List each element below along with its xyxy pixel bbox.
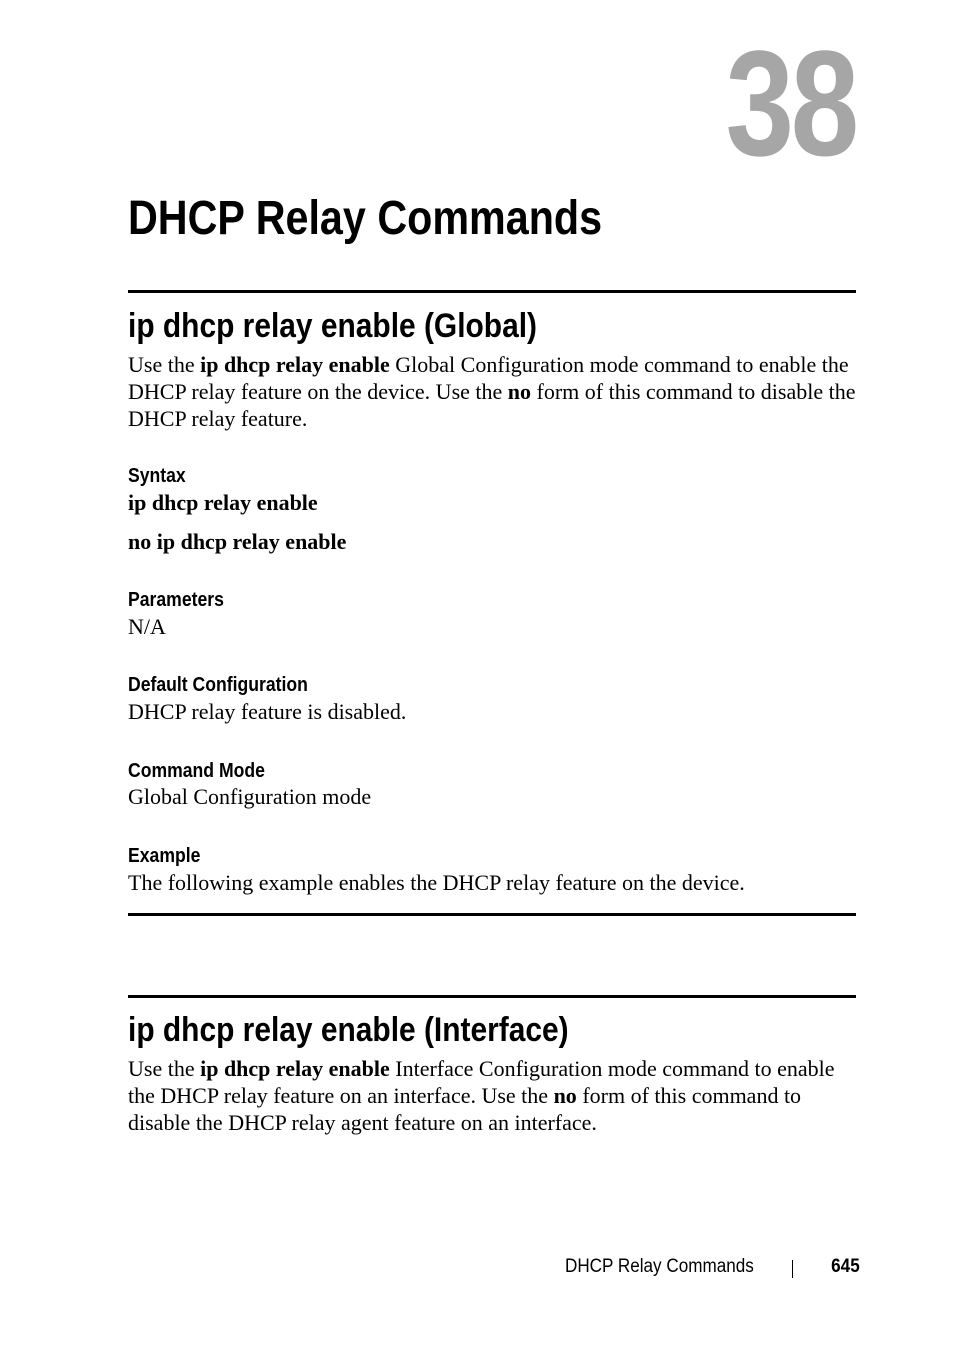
description-text: Global Configuration mode command to enable the DHCP relay feature on the device. Use the <box>128 352 849 404</box>
section-end-divider <box>128 913 856 916</box>
no-keyword: no <box>507 379 532 404</box>
parameters-heading: Parameters <box>128 589 224 611</box>
command-name: ip dhcp relay enable <box>200 1056 390 1081</box>
description-text: form of this command to disable the DHCP relay agent feature on an interface. <box>128 1083 802 1135</box>
syntax-line: no ip dhcp relay enable <box>128 529 347 554</box>
command-name: ip dhcp relay enable <box>200 352 390 377</box>
description-text: Interface Configuration mode command to enable the DHCP relay feature on an interface. Use the <box>128 1056 835 1108</box>
section-divider <box>128 995 856 998</box>
chapter-title: DHCP Relay Commands <box>128 192 603 245</box>
parameters-text: N/A <box>128 614 166 639</box>
chapter-number: 38 <box>725 19 856 187</box>
example-text: The following example enables the DHCP relay feature on the device. <box>128 870 745 895</box>
section-divider <box>128 290 856 293</box>
section-title-global: ip dhcp relay enable (Global) <box>128 307 537 345</box>
default-configuration-heading: Default Configuration <box>128 674 308 696</box>
description-text: Use the <box>128 1056 201 1081</box>
syntax-heading: Syntax <box>128 465 186 487</box>
no-keyword: no <box>553 1083 577 1108</box>
description-text: form of this command to disable the DHCP relay feature. <box>128 379 856 431</box>
command-mode-text: Global Configuration mode <box>128 784 372 809</box>
description-text: Use the <box>128 352 201 377</box>
default-configuration-text: DHCP relay feature is disabled. <box>128 699 407 724</box>
section-title-interface: ip dhcp relay enable (Interface) <box>128 1011 569 1049</box>
section-description-interface <box>128 1055 863 1136</box>
command-mode-heading: Command Mode <box>128 760 265 782</box>
example-heading: Example <box>128 845 201 867</box>
syntax-line: ip dhcp relay enable <box>128 490 318 515</box>
page-number: 645 <box>831 1256 860 1277</box>
footer-separator <box>792 1260 793 1278</box>
footer-chapter-title: DHCP Relay Commands <box>565 1256 754 1277</box>
section-description-global <box>128 351 863 432</box>
